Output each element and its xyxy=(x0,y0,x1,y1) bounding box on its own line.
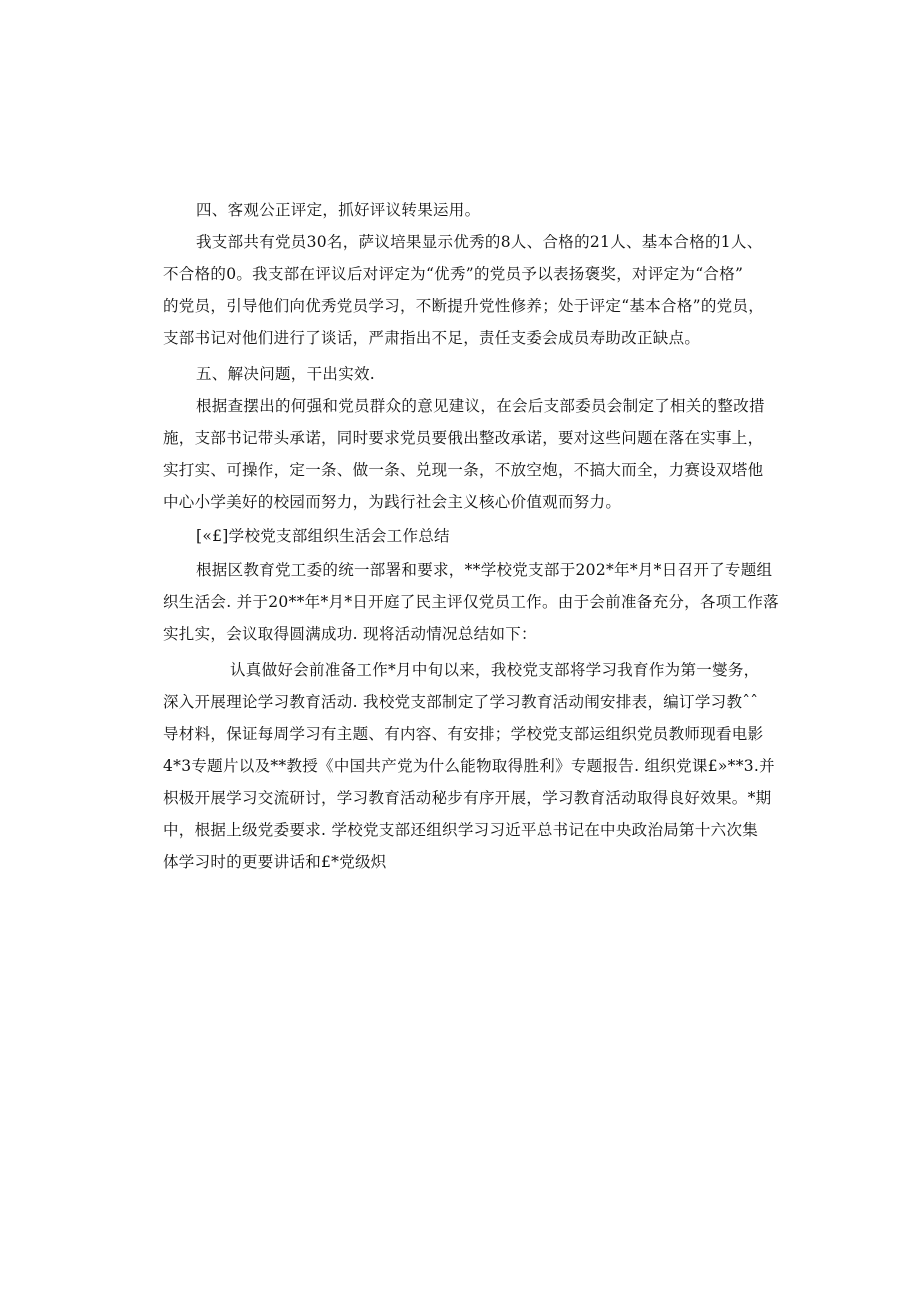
paragraph-line: 施，支部书记带头承诺，同时要求党员要俄出整改承诺，要对这些问题在落在实事上， xyxy=(163,429,764,447)
section-heading-4: 四、客观公正评定，抓好评议转果运用。 xyxy=(196,201,481,219)
paragraph-line: 织生活会. 并于20**年*月*日开庭了民主评仅党员工作。由于会前准备充分，各项工作落 xyxy=(163,593,779,611)
paragraph-line: 认真做好会前准备工作*月中旬以来，我校党支部将学习我育作为第一燮务， xyxy=(230,661,760,679)
paragraph-line: 体学习时的更要讲话和£*党级炽 xyxy=(163,853,387,871)
paragraph-line: 中，根据上级党委要求. 学校党支部还组织学习习近平总书记在中央政治局第十六次集 xyxy=(163,821,759,839)
paragraph-line: 实打实、可操作，定一条、做一条、兑现一条，不放空炮，不搞大而全，力赛设双塔他 xyxy=(163,461,764,479)
paragraph-line: 我支部共有党员30名，萨议培果显示优秀的8人、合格的21人、基本合格的1人、 xyxy=(196,233,763,251)
section-heading-5: 五、解决问题，干出实效. xyxy=(196,365,376,383)
paragraph-line: 4*3专题片以及**教授《中国共产党为什么能物取得胜利》专题报告. 组织党课£»**3.并 xyxy=(163,757,775,775)
paragraph-line: 实扎实，会议取得圆满成功. 现将活动情况总结如下： xyxy=(163,625,537,643)
article-title: [«£]学校党支部组织生活会工作总结 xyxy=(196,527,450,545)
paragraph-line: 根据区教育党工委的统一部署和要求，**学校党支部于202*年*月*日召开了专题组 xyxy=(196,561,773,579)
paragraph-line: 支部书记对他们进行了谈话，严肃指出不足，责任支委会成员寿助改正缺点。 xyxy=(163,329,701,347)
paragraph-line: 的党员，引导他们向优秀党员学习，不断提升党性修养；处于评定“基本合格”的党员， xyxy=(163,297,765,315)
paragraph-line: 不合格的0。我支部在评议后对评定为“优秀”的党员予以表扬褒奖，对评定为“合格” xyxy=(163,265,744,283)
paragraph-line: 中心小学美好的校园而努力，为践行社会主义核心价值观而努力。 xyxy=(163,493,622,511)
paragraph-line: 枳极开展学习交流研讨，学习教育活动秘步有序开展，学习教育活动取得良好效果。*期 xyxy=(163,789,772,807)
paragraph-line: 深入开展理论学习教育活动. 我校党支部制定了学习教育活动闱安排表，编订学习教ˆˆ xyxy=(163,693,759,711)
paragraph-line: 根据查摆出的何强和党员群众的意见建议，在会后支部委员会制定了相关的整改措 xyxy=(196,397,765,415)
paragraph-line: 导材料，保证每周学习有主题、有内容、有安排；学校党支部运组织党员教师现看电影 xyxy=(163,725,764,743)
